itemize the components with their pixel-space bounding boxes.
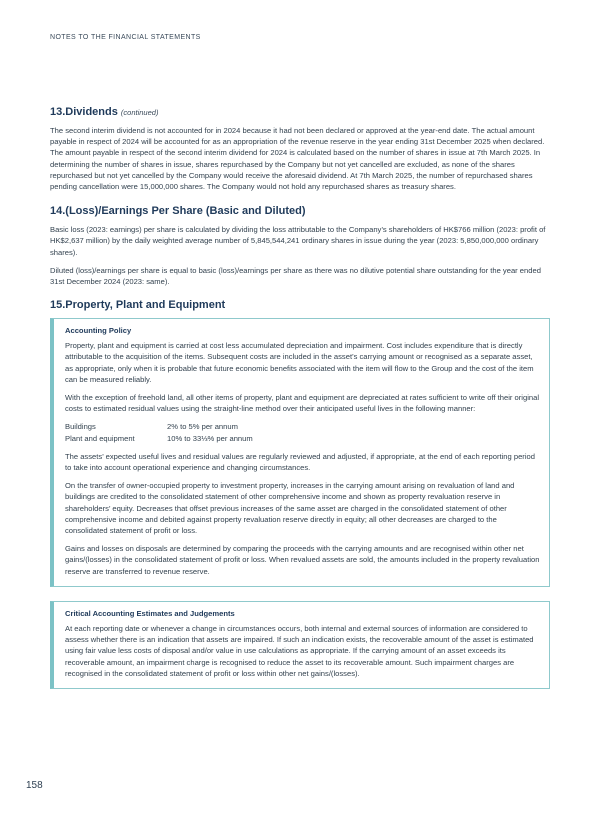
accounting-policy-box (50, 318, 550, 587)
critical-estimates-box (50, 601, 550, 689)
depreciation-rates (65, 421, 541, 443)
rate-value: 2% to 5% per annum (167, 422, 238, 432)
section-title-ppe: 15.Property, Plant and Equipment (50, 299, 226, 312)
rate-row-buildings (65, 421, 541, 432)
rate-row-plant-equipment (65, 433, 541, 444)
accounting-policy-heading: Accounting Policy (65, 326, 132, 336)
section-title-eps: 14.(Loss)/Earnings Per Share (Basic and Diluted) (50, 205, 306, 218)
section-title-text: 13.Dividends (50, 106, 118, 118)
page-number: 158 (26, 780, 43, 791)
section-dividends (50, 106, 550, 192)
eps-paragraph-basic: Basic loss (2023: earnings) per share is calculated by dividing the loss attributable to the Company’s shareholders of HK$766 million (2023: profit of HK$2,637 million) by the daily weighted average number of 5,845,544,241 ordinary shares in issue during the year (2023: 5,850,000,000 ordinary shares). (50, 225, 546, 257)
policy-paragraph: With the exception of freehold land, all other items of property, plant and equipment are depreciated at rates sufficient to write off their original costs to estimated residual values using the straight-line method over their anticipated useful lives in the following manner: (65, 393, 540, 414)
eps-paragraph-diluted: Diluted (loss)/earnings per share is equal to basic (loss)/earnings per share as there was no dilutive potential share outstanding for the year ended 31st December 2024 (2023: same). (50, 265, 541, 287)
section-loss-earnings-per-share (50, 205, 550, 287)
rate-label: Plant and equipment (65, 433, 135, 443)
policy-paragraph: Property, plant and equipment is carried at cost less accumulated depreciation and impairment. Cost includes expenditure that is directly attributable to the acquisition of the items. Subsequent costs are included in the asset’s carrying amount or recognised as a separate asset, as appropriate, only when it is probable that future economic benefits associated with the item will flow to the Group and the cost of the item can be measured reliably. (65, 341, 534, 384)
content (50, 106, 550, 697)
rate-label: Buildings (65, 422, 96, 432)
section-property-plant-equipment (50, 299, 550, 689)
estimates-paragraph: At each reporting date or whenever a change in circumstances occurs, both internal and external sources of information are considered to assess whether there is an indication that assets are impaired. If such an indication exists, the recoverable amount of the asset is estimated using fair value less costs of disposal and/or value in use calculations as appropriate. If the carrying amount of an asset exceeds its recoverable amount, an impairment charge is recognised to reduce the asset to its recoverable amount. Such impairment charges are recognised in the consolidated statement of profit or loss within other net gains/(losses). (65, 623, 534, 678)
critical-estimates-heading: Critical Accounting Estimates and Judgements (65, 608, 235, 618)
continued-label: (continued) (120, 108, 159, 117)
policy-paragraph: The assets’ expected useful lives and residual values are regularly reviewed and adjusted, if appropriate, at the end of each reporting period to take into account operational experience and changing circumstances. (65, 451, 535, 473)
rate-value: 10% to 33⅓% per annum (167, 433, 253, 443)
running-header: NOTES TO THE FINANCIAL STATEMENTS (50, 34, 201, 41)
policy-paragraph: On the transfer of owner-occupied property to investment property, increases in the carrying amount arising on revaluation of land and buildings are credited to the consolidated statement of other comprehensive income and shown as property revaluation reserve in shareholders’ equity. Decreases that offset previous increases of the same asset are charged in the consolidated statement of other comprehensive income and debited against property revaluation reserve directly in equity; all other decreases are charged to the consolidated statement of profit or loss. (65, 481, 515, 536)
dividends-paragraph: The second interim dividend is not accounted for in 2024 because it had not been declared or approved at the year-end date. The actual amount payable in respect of 2024 will be accounted for as an appropriation of the revenue reserve in the year ending 31st December 2025 when declared. The amount payable in respect of the second interim dividend for 2024 is calculated based on the number of shares in issue at 7th March 2025. In determining the number of shares in issue, shares repurchased by the Company but not yet cancelled are excluded, as none of the shares repurchased but not yet cancelled by the Company would receive the aforesaid dividend. At 7th March 2025, the number of repurchased shares pending cancellation were 15,000,000 shares. The Company would not hold any repurchased shares as treasury shares. (50, 126, 545, 192)
section-title-dividends (50, 106, 550, 118)
policy-paragraph: Gains and losses on disposals are determined by comparing the proceeds with the carrying amounts and are recognised within other net gains/(losses) in the consolidated statement of profit or loss. When revalued assets are sold, the amounts included in the property revaluation reserve are transferred to revenue reserve. (65, 544, 540, 576)
